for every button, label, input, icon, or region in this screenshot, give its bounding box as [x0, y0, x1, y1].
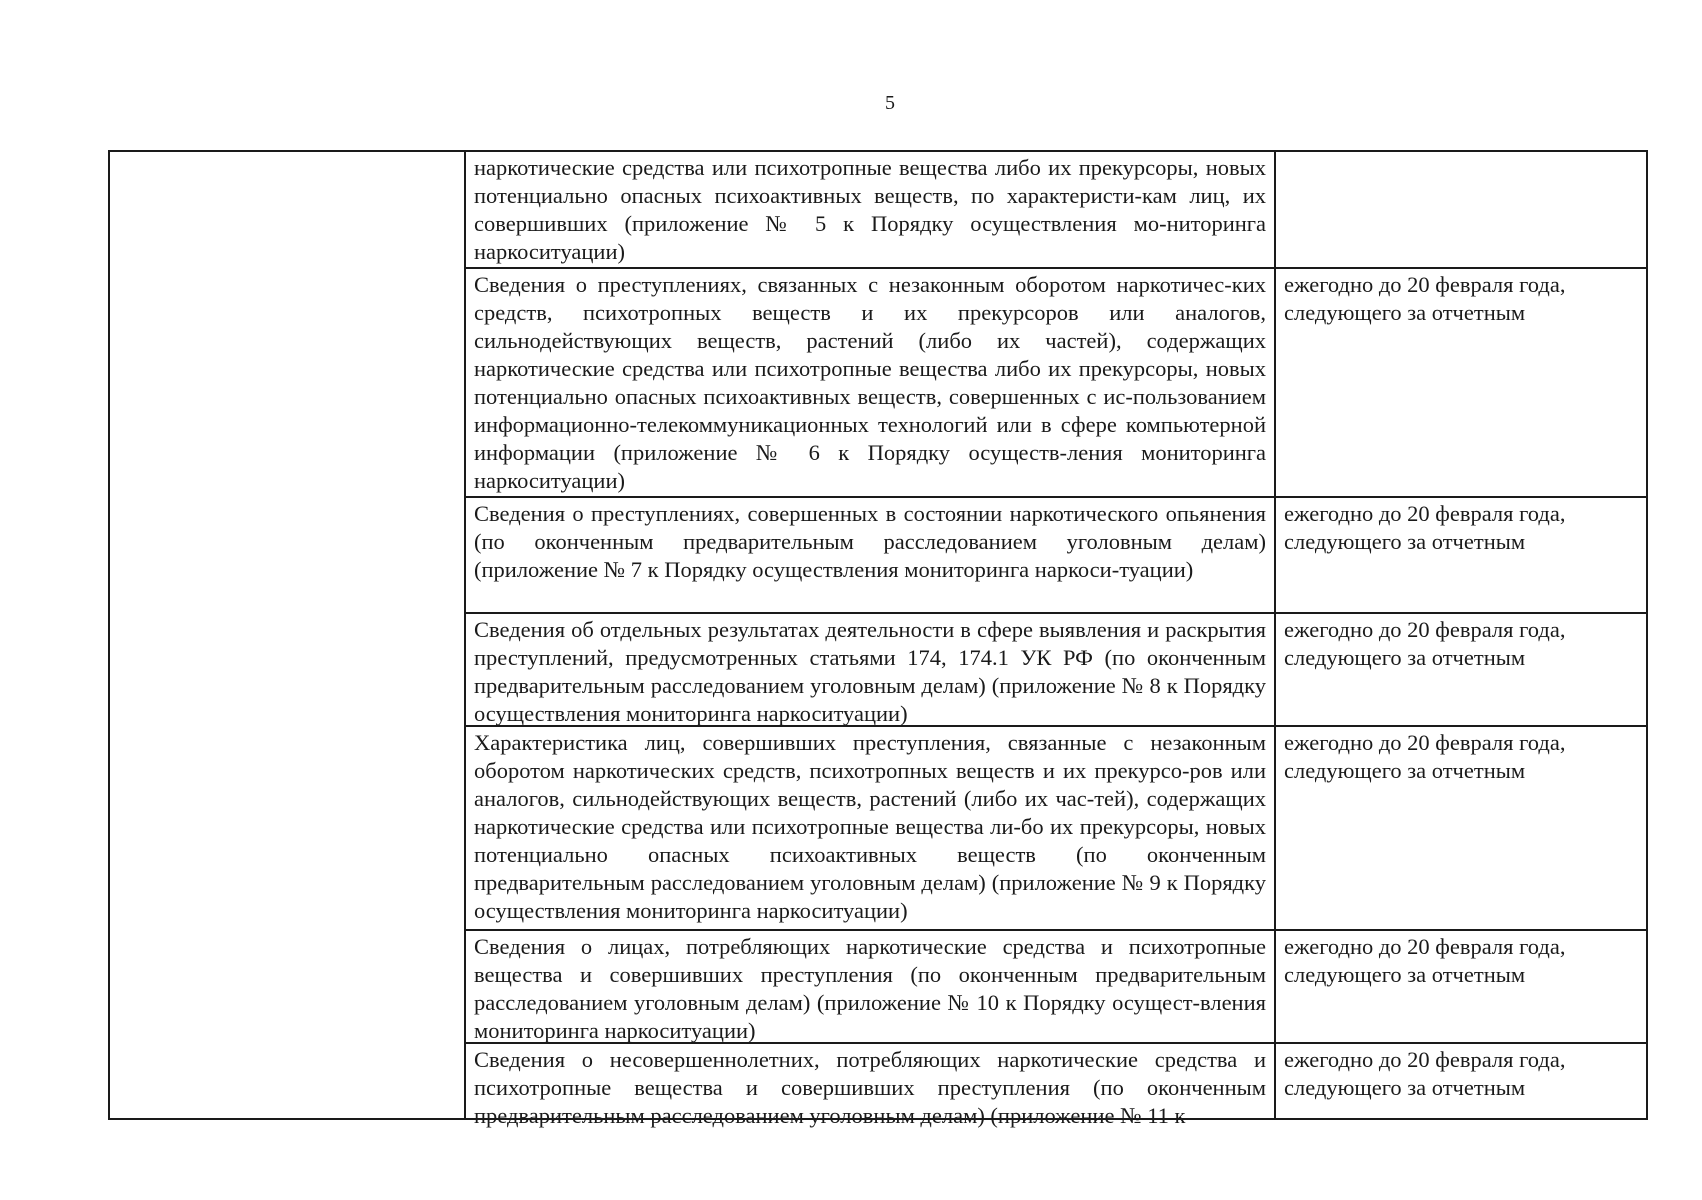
report-deadline: ежегодно до 20 февраля года, следующего за отчетным: [1284, 501, 1566, 554]
report-deadline: ежегодно до 20 февраля года, следующего за отчетным: [1284, 730, 1566, 783]
report-deadline: ежегодно до 20 февраля года, следующего за отчетным: [1284, 1047, 1566, 1100]
report-description: Сведения о преступлениях, связанных с незаконным оборотом наркотичес-ких средств, психотропных веществ и их прекурсоров или аналогов, сильнодействующих веществ, растений (либо их частей), содержащих наркотические средства или психотропные вещества либо их прекурсоры, новых потенциально опасных психоактивных веществ, совершенных с ис-пользованием информационно-телекоммуникационных технологий или в сфере компьютерной информации (приложение № 6 к Порядку осуществ-ления мониторинга наркоситуации): [474, 272, 1266, 493]
report-description: Сведения о преступлениях, совершенных в состоянии наркотического опьянения (по оконченным предварительным расследованием уголовным делам) (приложение № 7 к Порядку осуществления мониторинга наркоси-туации): [474, 501, 1266, 582]
report-description: Сведения о лицах, потребляющих наркотические средства и психотропные вещества и совершивших преступления (по оконченным предварительным расследованием уголовным делам) (приложение № 10 к Порядку осущест-вления мониторинга наркоситуации): [474, 934, 1266, 1043]
report-description: Сведения о несовершеннолетних, потребляющих наркотические средства и психотропные вещества и совершивших преступления (по оконченным предварительным расследованием уголовным делам) (приложение № 11 к: [474, 1047, 1266, 1128]
table-row: [464, 152, 1648, 267]
report-deadline: ежегодно до 20 февраля года, следующего за отчетным: [1284, 934, 1566, 987]
report-description: Характеристика лиц, совершивших преступления, связанные с незаконным оборотом наркотических средств, психотропных веществ и их прекурсо-ров или аналогов, сильнодействующих веществ, растений (либо их час-тей), содержащих наркотические средства или психотропные вещества ли-бо их прекурсоры, новых потенциально опасных психоактивных веществ (по оконченным предварительным расследованием уголовным делам) (приложение № 9 к Порядку осуществления мониторинга наркоситуации): [474, 730, 1266, 923]
report-description: Сведения об отдельных результатах деятельности в сфере выявления и раскрытия преступлений, предусмотренных статьями 174, 174.1 УК РФ (по оконченным предварительным расследованием уголовным делам) (приложение № 8 к Порядку осуществления мониторинга наркоситуации): [474, 617, 1266, 726]
table-row: [464, 612, 1648, 725]
page-number: 5: [885, 92, 895, 114]
table-row: [464, 1042, 1648, 1128]
table-row: [464, 725, 1648, 929]
table-row: [464, 496, 1648, 612]
report-deadline: ежегодно до 20 февраля года, следующего за отчетным: [1284, 272, 1566, 325]
report-deadline: ежегодно до 20 февраля года, следующего за отчетным: [1284, 617, 1566, 670]
report-description: наркотические средства или психотропные вещества либо их прекурсоры, новых потенциально опасных психоактивных веществ, по характеристи-кам лиц, их совершивших (приложение № 5 к Порядку осуществления мо-ниторинга наркоситуации): [474, 155, 1266, 264]
monitoring-table: [108, 150, 1648, 1128]
table-row: [464, 267, 1648, 496]
table-row: [464, 929, 1648, 1042]
